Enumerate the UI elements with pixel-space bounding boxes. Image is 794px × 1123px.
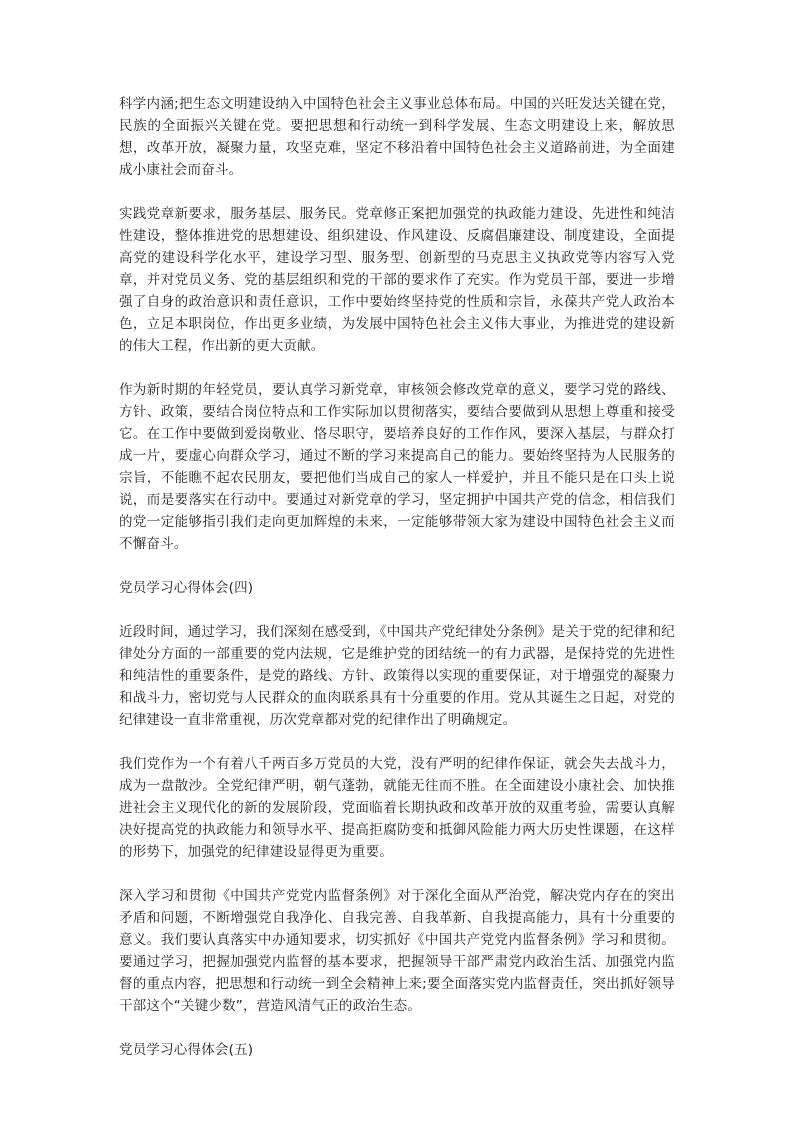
- paragraph: 作为新时期的年轻党员，要认真学习新党章，审核领会修改党章的意义，要学习党的路线、方针、政策，要结合岗位特点和工作实际加以贯彻落实，要结合要做到从思想上尊重和接受它。在工作中要做到爱岗敬业、恪尽职守，要培养良好的工作作风，要深入基层，与群众打成一片，要虚心向群众学习，通过不断的学习来提高自己的能力。要始终坚持为人民服务的宗旨，不能瞧不起农民朋友，要把他们当成自己的家人一样爱护，并且不能只是在口头上说说，而是要落实在行动中。要通过对新党章的学习，坚定拥护中国共产党的信念，相信我们的党一定能够指引我们走向更加辉煌的未来，一定能够带领大家为建设中国特色社会主义而不懈奋斗。: [119, 382, 675, 552]
- section-heading: 党员学习心得体会(四): [119, 580, 254, 596]
- paragraph: 我们党作为一个有着八千两百多万党员的大党，没有严明的纪律作保证，就会失去战斗力，成为一盘散沙。全党纪律严明，朝气蓬勃，就能无往而不胜。在全面建设小康社会、加快推进社会主义现代化的新的发展阶段，党面临着长期执政和改革开放的双重考验，需要认真解决好提高党的执政能力和领导水平、提高拒腐防变和抵御风险能力两大历史性课题，在这样的形势下，加强党的纪律建设显得更为重要。: [119, 756, 675, 860]
- section-heading: 党员学习心得体会(五): [119, 1042, 254, 1058]
- paragraph: 深入学习和贯彻《中国共产党党内监督条例》对于深化全面从严治党，解决党内存在的突出矛盾和问题，不断增强党自我净化、自我完善、自我革新、自我提高能力，具有十分重要的意义。我们要认真落实中办通知要求，切实抓好《中国共产党党内监督条例》学习和贯彻。要通过学习，把握加强党内监督的基本要求，把握领导干部严肃党内政治生活、加强党内监督的重点内容，把思想和行动统一到全会精神上来;要全面落实党内监督责任，突出抓好领导干部这个“关键少数”，营造风清气正的政治生态。: [119, 888, 675, 1014]
- document-body: [119, 93, 675, 1083]
- paragraph: 近段时间，通过学习，我们深刻在感受到，《中国共产党纪律处分条例》是关于党的纪律和纪律处分方面的一部重要的党内法规，它是维护党的团结统一的有力武器，是保持党的先进性和纯洁性的重要条件，是党的路线、方针、政策得以实现的重要保证，对于增强党的凝聚力和战斗力，密切党与人民群众的血肉联系具有十分重要的作用。党从其诞生之日起，对党的纪律建设一直非常重视，历次党章都对党的纪律作出了明确规定。: [119, 624, 675, 728]
- paragraph: 实践党章新要求，服务基层、服务民。党章修正案把加强党的执政能力建设、先进性和纯洁性建设，整体推进党的思想建设、组织建设、作风建设、反腐倡廉建设、制度建设，全面提高党的建设科学化水平，建设学习型、服务型、创新型的马克思主义执政党等内容写入党章，并对党员义务、党的基层组织和党的干部的要求作了充实。作为党员干部，要进一步增强了自身的政治意识和责任意识，工作中要始终坚持党的性质和宗旨，永葆共产党人政治本色，立足本职岗位，作出更多业绩，为发展中国特色社会主义伟大事业，为推进党的建设新的伟大工程，作出新的更大贡献。: [119, 206, 675, 354]
- paragraph: 科学内涵;把生态文明建设纳入中国特色社会主义事业总体布局。中国的兴旺发达关键在党，民族的全面振兴关键在党。要把思想和行动统一到科学发展、生态文明建设上来，解放思想，改革开放，凝聚力量，攻坚克难，坚定不移沿着中国特色社会主义道路前进，为全面建成小康社会而奋斗。: [119, 96, 675, 178]
